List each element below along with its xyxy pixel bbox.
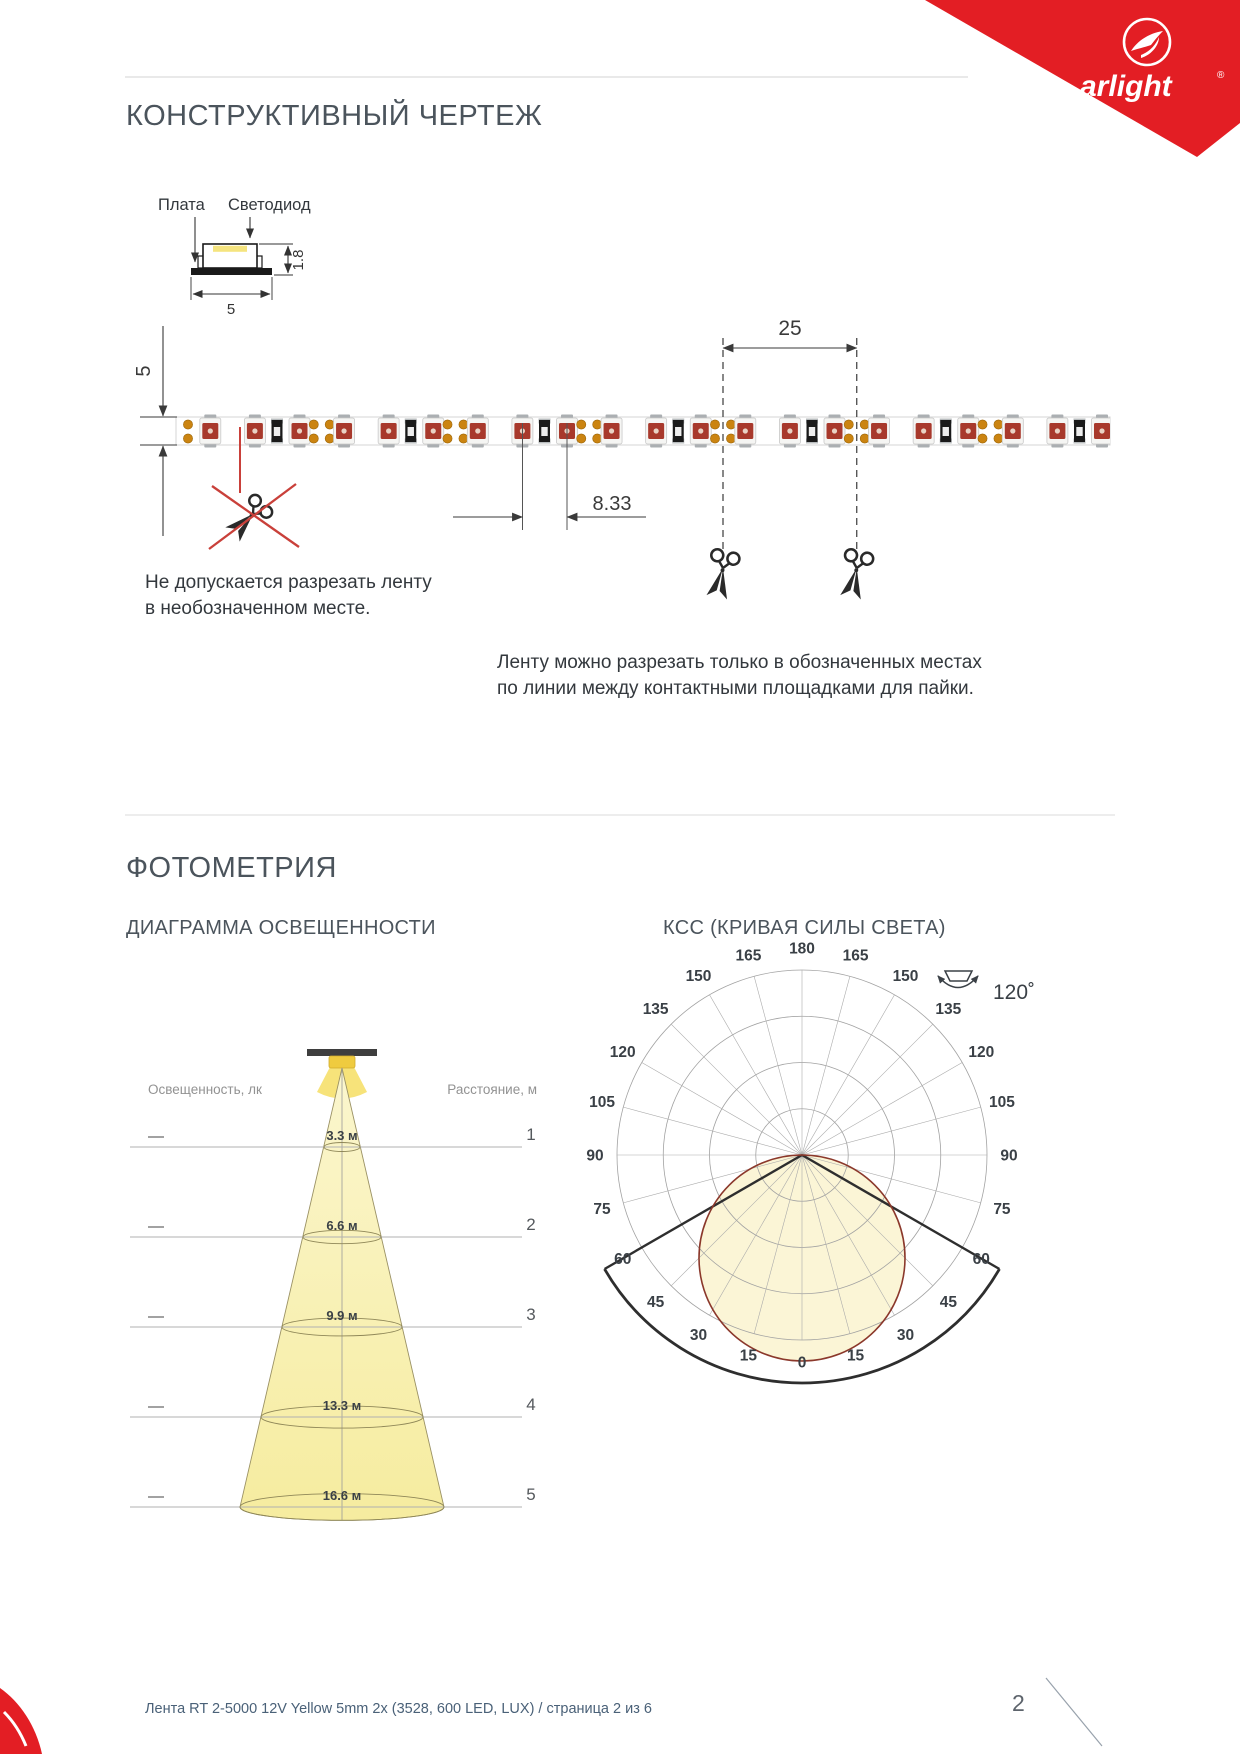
- footer-corner-shape: [0, 1688, 42, 1754]
- polar-angle-label: 90: [1000, 1147, 1018, 1165]
- polar-radial: [802, 995, 895, 1155]
- led-pitch-dim: 8.33: [592, 493, 632, 515]
- strip-width-dim: 5: [133, 365, 155, 377]
- polar-angle-label: 105: [989, 1093, 1015, 1111]
- polar-angle-label: 135: [935, 1001, 962, 1019]
- no-cut-note-line2: в необозначенном месте.: [145, 598, 371, 620]
- brand-corner: [900, 0, 1240, 170]
- solder-pad: [726, 420, 735, 429]
- polar-radial: [802, 1107, 981, 1155]
- solder-pad: [994, 420, 1003, 429]
- spot-diameter-label: 6.6 м: [326, 1218, 358, 1233]
- solder-pad: [844, 434, 853, 443]
- polar-angle-label: 120: [609, 1044, 636, 1061]
- solder-pad: [978, 420, 987, 429]
- solder-pad: [309, 434, 318, 443]
- solder-pad: [325, 434, 334, 443]
- cut-note: [497, 650, 1117, 702]
- illuminance-chart-title: ДИАГРАММА ОСВЕЩЕННОСТИ: [126, 917, 436, 939]
- light-fixture: [329, 1056, 355, 1068]
- cut-note-line1: Ленту можно разрезать только в обозначенных местах: [497, 652, 982, 673]
- polar-angle-label: 45: [939, 1293, 957, 1311]
- solder-pad: [309, 420, 318, 429]
- polar-angle-label: 75: [593, 1201, 611, 1219]
- lamp-icon: [945, 971, 972, 981]
- polar-angle-label: 120: [968, 1044, 995, 1061]
- strip-drawing: [0, 290, 1240, 600]
- solder-pad: [844, 420, 853, 429]
- polar-radial: [802, 1024, 933, 1155]
- solder-pad: [459, 420, 468, 429]
- solder-pad: [443, 420, 452, 429]
- polar-angle-label: 75: [993, 1201, 1011, 1219]
- page-number: 2: [1012, 1690, 1025, 1716]
- beam-angle-value: 120˚: [993, 981, 1036, 1004]
- polar-angle-label: 90: [586, 1147, 604, 1165]
- kcc-chart-title: КСС (КРИВАЯ СИЛЫ СВЕТА): [663, 917, 946, 939]
- polar-angle-label: 30: [689, 1326, 708, 1344]
- solder-pad: [577, 420, 586, 429]
- spot-diameter-label: 13.3 м: [322, 1398, 362, 1413]
- solder-pad: [325, 420, 334, 429]
- spot-diameter-label: 3.3 м: [326, 1128, 358, 1143]
- beam-angle-indicator: [938, 971, 1035, 1004]
- intensity-polar-chart: [555, 915, 1070, 1410]
- solder-pad: [459, 434, 468, 443]
- polar-angle-label: 150: [892, 968, 919, 986]
- polar-angle-label: 135: [642, 1001, 669, 1019]
- solder-pad: [994, 434, 1003, 443]
- brand-logo-text: arlight: [1080, 70, 1172, 103]
- solder-pad: [860, 434, 869, 443]
- solder-pad: [710, 434, 719, 443]
- distance-tick-label: 1: [526, 1125, 536, 1144]
- cut-segment-dim: 25: [778, 317, 802, 340]
- illuminance-cone-chart: [118, 1028, 558, 1553]
- polar-angle-label: 0: [797, 1354, 807, 1372]
- width-dim: 5: [226, 301, 236, 318]
- solder-pad: [183, 434, 192, 443]
- solder-pad: [593, 434, 602, 443]
- polar-radial: [642, 1063, 802, 1156]
- distance-tick-label: 4: [526, 1395, 536, 1414]
- slash-line: [1046, 1678, 1102, 1746]
- polar-angle-label: 15: [739, 1347, 758, 1365]
- construction-title: КОНСТРУКТИВНЫЙ ЧЕРТЕЖ: [126, 100, 543, 132]
- ceiling-bar: [307, 1049, 377, 1056]
- footer-brand-corner: [0, 1678, 64, 1754]
- spot-diameter-label: 9.9 м: [326, 1308, 358, 1323]
- polar-angle-label: 45: [647, 1293, 665, 1311]
- polar-angle-label: 15: [846, 1347, 865, 1365]
- polar-radial: [623, 1107, 802, 1155]
- solder-pad: [978, 434, 987, 443]
- solder-pad: [726, 434, 735, 443]
- polar-angle-label: 165: [735, 947, 762, 965]
- no-cut-note-line1: Не допускается разрезать ленту: [145, 572, 432, 593]
- solder-pad: [593, 420, 602, 429]
- polar-angle-label: 165: [842, 947, 869, 965]
- solder-pad: [860, 420, 869, 429]
- solder-pad: [577, 434, 586, 443]
- illuminance-axis-label: Освещенность, лк: [148, 1082, 262, 1097]
- polar-radial: [802, 1063, 962, 1156]
- distance-tick-label: 2: [526, 1215, 536, 1234]
- polar-angle-label: 180: [789, 940, 815, 958]
- distance-axis-label: Расстояние, м: [447, 1082, 537, 1097]
- pcb-board: [191, 268, 272, 275]
- section-divider: [125, 814, 1115, 816]
- solder-pad: [443, 434, 452, 443]
- led-label: Светодиод: [228, 196, 311, 214]
- scissors-icon: [703, 548, 741, 600]
- footer-slash: [1040, 1672, 1110, 1752]
- polar-radial: [671, 1024, 802, 1155]
- scissors-icon: [837, 548, 875, 600]
- header-divider: [125, 76, 968, 78]
- led-emitter: [213, 246, 247, 252]
- spot-diameter-label: 16.6 м: [322, 1488, 362, 1503]
- cut-note-line2: по линии между контактными площадками для пайки.: [497, 678, 974, 700]
- polar-radial: [802, 976, 850, 1155]
- polar-angle-label: 105: [589, 1093, 615, 1111]
- polar-radial: [710, 995, 803, 1155]
- distance-tick-label: 5: [526, 1485, 536, 1504]
- registered-mark: ®: [1217, 70, 1225, 81]
- polar-radial: [754, 976, 802, 1155]
- polar-angle-label: 150: [685, 968, 712, 986]
- height-dim: 1.8: [290, 249, 307, 271]
- board-label: Плата: [158, 196, 205, 214]
- solder-pad: [710, 420, 719, 429]
- footer-product-info: Лента RT 2-5000 12V Yellow 5mm 2x (3528, 600 LED, LUX) / страница 2 из 6: [145, 1701, 652, 1717]
- photometry-title: ФОТОМЕТРИЯ: [126, 852, 337, 884]
- polar-angle-label: 60: [972, 1251, 990, 1268]
- solder-pad: [183, 420, 192, 429]
- distance-tick-label: 3: [526, 1305, 536, 1324]
- polar-angle-label: 30: [896, 1326, 915, 1344]
- polar-angle-label: 60: [614, 1251, 632, 1268]
- no-cut-note: [145, 570, 525, 622]
